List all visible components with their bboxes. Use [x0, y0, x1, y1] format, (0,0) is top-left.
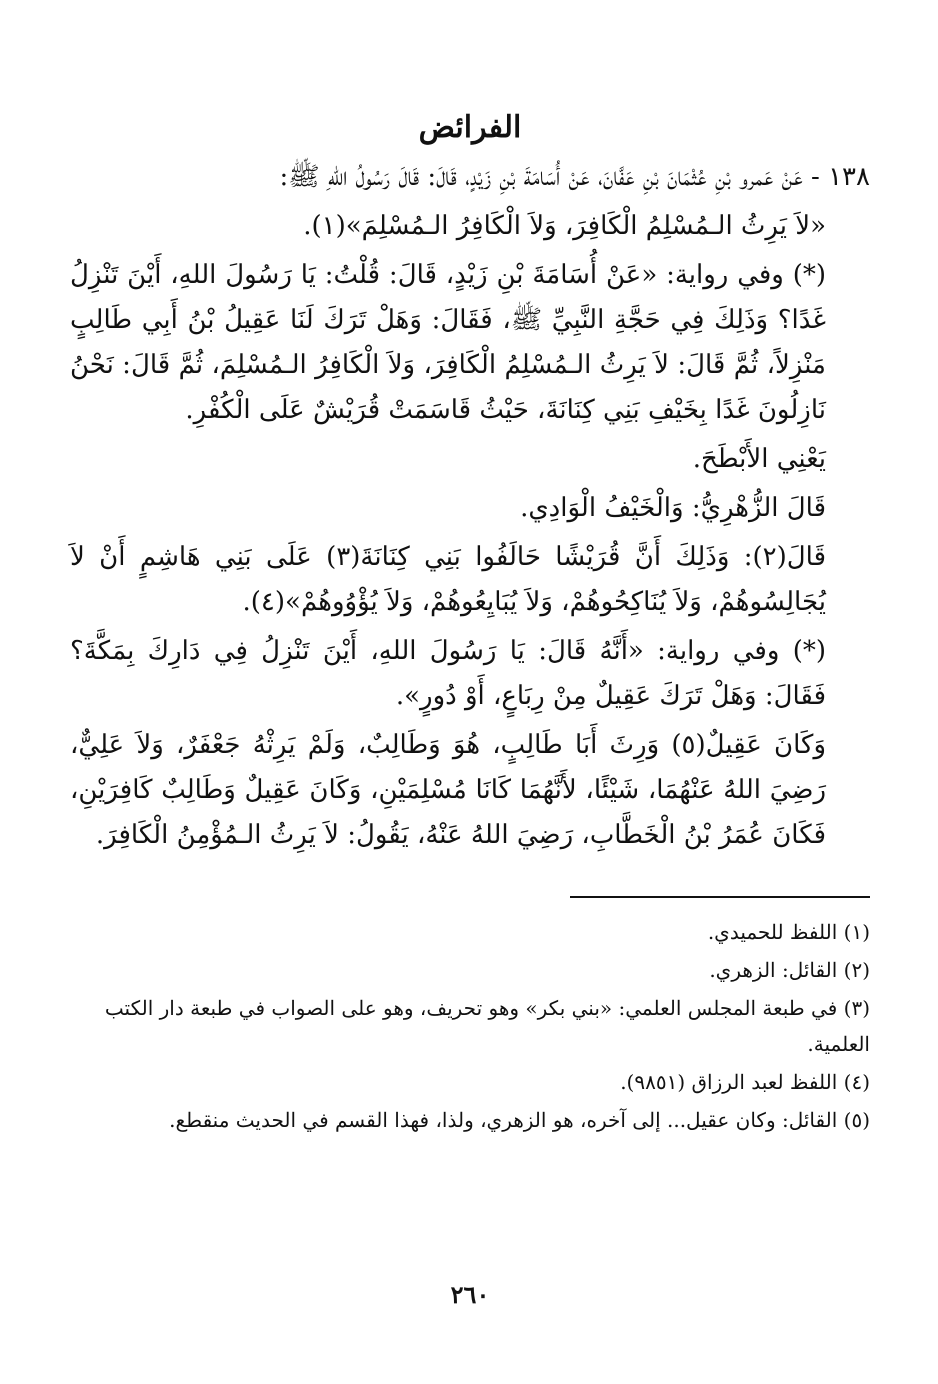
footnote-item: (٢) القائل: الزهري. — [709, 958, 870, 982]
zuhri-comment-paragraph: قَالَ الزُّهْرِيُّ: وَالْخَيْفُ الْوَادِي. — [520, 493, 826, 523]
footnote-item: (٤) اللفظ لعبد الرزاق (٩٨٥١). — [620, 1070, 870, 1094]
footnote-item: (٥) القائل: وكان عقيل... إلى آخره، هو الزهري، ولذا، فهذا القسم في الحديث منقطع. — [169, 1108, 870, 1132]
hadith-body — [70, 155, 870, 858]
footnote-item: (٣) في طبعة المجلس العلمي: «بني بكر» وهو تحريف، وهو على الصواب في طبعة دار الكتب العلمية. — [104, 996, 870, 1056]
narration-variant-paragraph: (*) وفي رواية: «عَنْ أُسَامَةَ بْنِ زَيْدٍ، قَالَ: قُلْتُ: يَا رَسُولَ اللهِ، أَيْنَ تَنْزِلُ غَدًا؟ وَذَلِكَ فِي حَجَّةِ النَّبِيِّ ﷺ، فَقَالَ: وَهَلْ تَرَكَ لَنَا عَقِيلُ بْنُ أَبِي طَالِبٍ مَنْزِلاً، ثُمَّ قَالَ: لاَ يَرِثُ الـمُسْلِمُ الْكَافِرَ، وَلاَ الْكَافِرُ الـمُسْلِمَ، ثُمَّ قَالَ: نَحْنُ نَازِلُونَ غَدًا بِخَيْفِ بَنِي كِنَانَةَ، حَيْثُ قَاسَمَتْ قُرَيْشٌ عَلَى الْكُفْرِ. — [70, 260, 826, 425]
footnote-divider — [570, 896, 870, 898]
explanation-paragraph: يَعْنِي الأَبْطَحَ. — [692, 444, 826, 474]
book-page — [70, 100, 870, 1350]
page-number: ٢٦٠ — [450, 1280, 490, 1309]
hadith-opening-paragraph: ١٣٨ - عَنْ عَمرو بْنِ عُثْمَانَ بْنِ عَفَّانَ، عَنْ أُسَامَةَ بْنِ زَيْدٍ، قَالَ: قَالَ رَسُولُ اللهِ ﷺ: — [279, 162, 870, 192]
footnotes-section — [70, 914, 870, 1138]
hadith-quote-paragraph: «لاَ يَرِثُ الـمُسْلِمُ الْكَافِرَ، وَلاَ الْكَافِرُ الـمُسْلِمَ»(١). — [303, 211, 826, 241]
footnote-item: (١) اللفظ للحميدي. — [707, 920, 870, 944]
second-narration-paragraph: (*) وفي رواية: «أَنَّهُ قَالَ: يَا رَسُولَ اللهِ، أَيْنَ تَنْزِلُ فِي دَارِكَ بِمَكَّةَ؟ فَقَالَ: وَهَلْ تَرَكَ عَقِيلٌ مِنْ رِبَاعٍ، أَوْ دُورٍ». — [70, 636, 826, 711]
inheritance-paragraph: وَكَانَ عَقِيلٌ(٥) وَرِثَ أَبَا طَالِبٍ، هُوَ وَطَالِبٌ، وَلَمْ يَرِثْهُ جَعْفَرٌ، وَلاَ عَلِيٌّ، رَضِيَ اللهُ عَنْهُمَا، شَيْئًا، لأَنَّهُمَا كَانَا مُسْلِمَيْنِ، وَكَانَ عَقِيلٌ وَطَالِبٌ كَافِرَيْنِ، فَكَانَ عُمَرُ بْنُ الْخَطَّابِ، رَضِيَ اللهُ عَنْهُ، يَقُولُ: لاَ يَرِثُ الـمُؤْمِنُ الْكَافِرَ. — [70, 730, 826, 850]
chapter-heading: الفرائض — [418, 110, 522, 145]
alliance-paragraph: قَالَ(٢): وَذَلِكَ أَنَّ قُرَيْشًا حَالَفُوا بَنِي كِنَانَةَ(٣) عَلَى بَنِي هَاشِمٍ أَنْ لاَ يُجَالِسُوهُمْ، وَلاَ يُنَاكِحُوهُمْ، وَلاَ يُبَايِعُوهُمْ، وَلاَ يُؤْوُوهُمْ»(٤). — [70, 542, 826, 617]
